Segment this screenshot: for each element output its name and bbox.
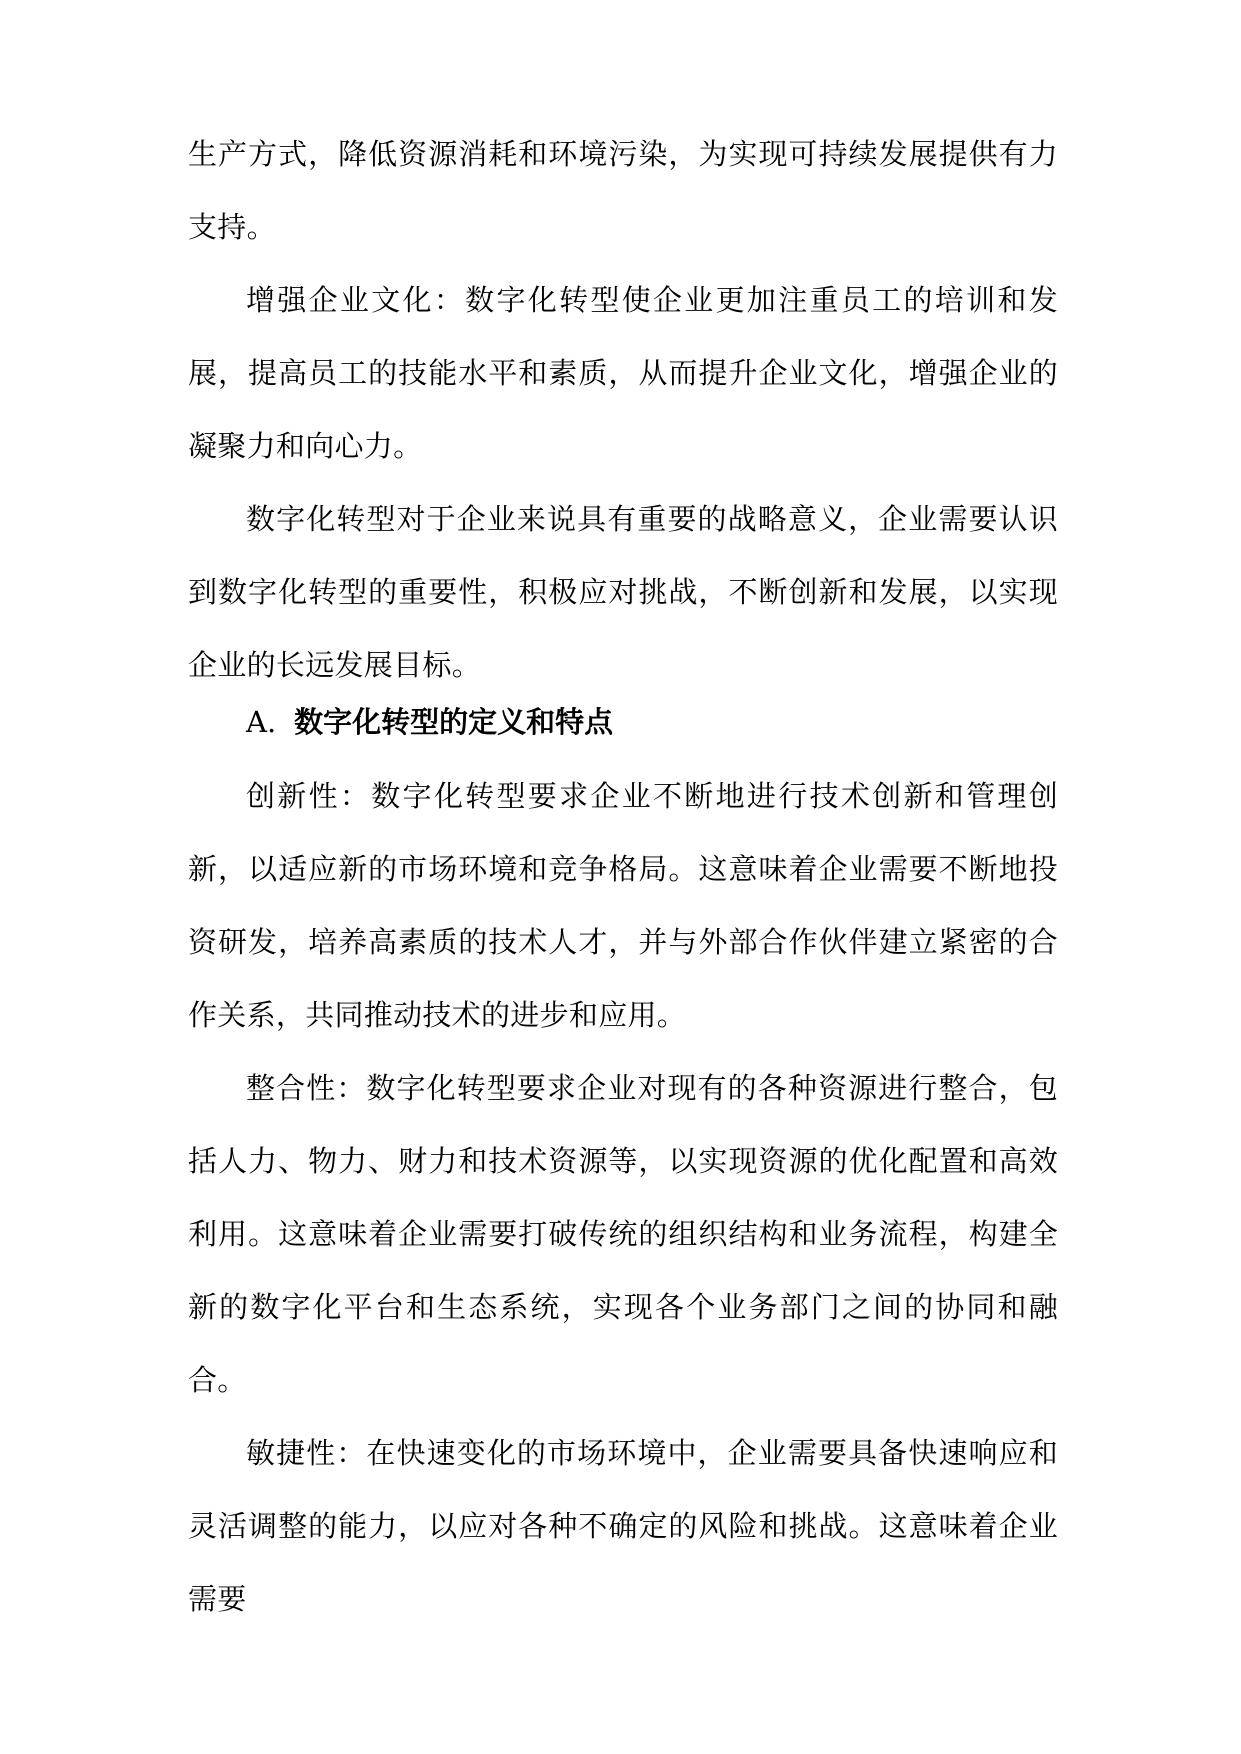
- text-block-bottom: [188, 760, 1058, 1636]
- paragraph-continuation: 生产方式，降低资源消耗和环境污染，为实现可持续发展提供有力支持。: [188, 137, 1058, 244]
- paragraph-strategic-significance: 数字化转型对于企业来说具有重要的战略意义，企业需要认识到数字化转型的重要性，积极应对挑战，不断创新和发展，以实现企业的长远发展目标。: [188, 502, 1058, 682]
- paragraph-innovation: 创新性：数字化转型要求企业不断地进行技术创新和管理创新，以适应新的市场环境和竞争格局。这意味着企业需要不断地投资研发，培养高素质的技术人才，并与外部合作伙伴建立紧密的合作关系，共同推动技术的进步和应用。: [188, 779, 1058, 1032]
- paragraph-integration: 整合性：数字化转型要求企业对现有的各种资源进行整合，包括人力、物力、财力和技术资源等，以实现资源的优化配置和高效利用。这意味着企业需要打破传统的组织结构和业务流程，构建全新的数字化平台和生态系统，实现各个业务部门之间的协同和融合。: [188, 1071, 1058, 1397]
- paragraph-enhance-culture: 增强企业文化：数字化转型使企业更加注重员工的培训和发展，提高员工的技能水平和素质，从而提升企业文化，增强企业的凝聚力和向心力。: [188, 283, 1058, 463]
- text-block-top: [188, 118, 1058, 702]
- section-heading-title: 数字化转型的定义和特点: [294, 705, 614, 739]
- section-heading: [188, 686, 1058, 759]
- section-heading-label: A.: [246, 705, 277, 739]
- paragraph-agility: 敏捷性：在快速变化的市场环境中，企业需要具备快速响应和灵活调整的能力，以应对各种不确定的风险和挑战。这意味着企业需要: [188, 1436, 1058, 1616]
